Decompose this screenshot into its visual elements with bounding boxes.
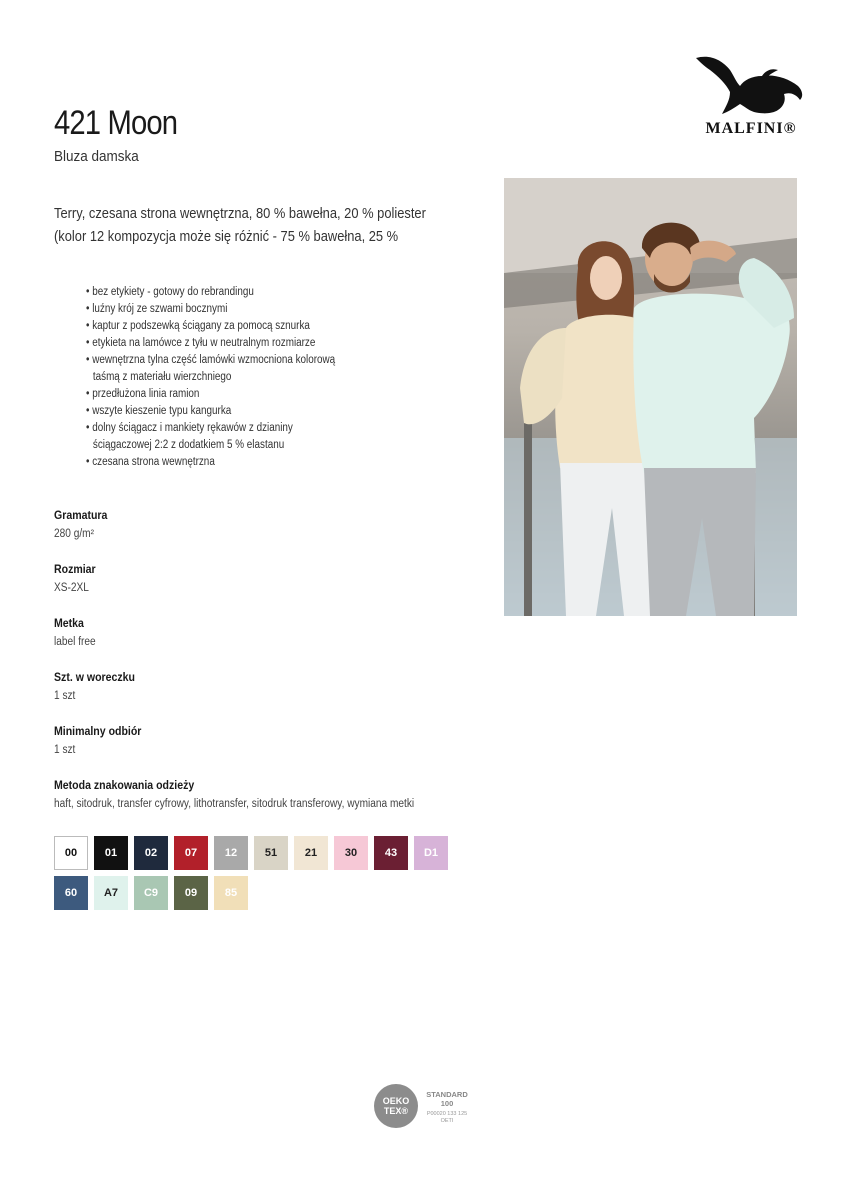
- spec-min-order: [54, 724, 141, 756]
- color-swatch: 00: [54, 836, 88, 870]
- feature-item: • kaptur z podszewką ściągany za pomocą sznurka: [86, 318, 344, 335]
- oeko-standard-number: 100: [440, 1099, 454, 1108]
- spec-size: [54, 562, 96, 594]
- spec-pack: [54, 670, 135, 702]
- spec-label: Szt. w woreczku: [54, 670, 135, 684]
- feature-item: • etykieta na lamówce z tyłu w neutralnym rozmiarze: [86, 335, 344, 352]
- feature-item: • przedłużona linia ramion: [86, 386, 344, 403]
- color-swatch: 30: [334, 836, 368, 870]
- spec-label: Metoda znakowania odzieży: [54, 778, 195, 792]
- spec-weight: [54, 508, 107, 540]
- oeko-tex-logo: [374, 1084, 418, 1128]
- color-swatch: 21: [294, 836, 328, 870]
- spec-label: Metka: [54, 616, 84, 630]
- feature-list: [86, 284, 344, 471]
- color-swatch: 60: [54, 876, 88, 910]
- color-swatch: 43: [374, 836, 408, 870]
- spec-value: 1 szt: [54, 744, 76, 756]
- color-swatch: D1: [414, 836, 448, 870]
- oeko-code-line: P00020 133 125: [426, 1111, 468, 1117]
- description-line: (kolor 12 kompozycja może się różnić - 75 % bawełna, 25 %: [54, 228, 399, 245]
- page-subtitle: Bluza damska: [54, 148, 139, 165]
- feature-item: • wewnętrzna tylna część lamówki wzmocniona kolorową taśmą z materiału wierzchniego: [86, 352, 344, 386]
- feature-item: • dolny ściągacz i mankiety rękawów z dzianiny ściągaczowej 2:2 z dodatkiem 5 % elastanu: [86, 420, 344, 454]
- color-swatch: A7: [94, 876, 128, 910]
- feature-item: • czesana strona wewnętrzna: [86, 454, 344, 471]
- spec-label: Minimalny odbiór: [54, 724, 142, 738]
- oeko-tex-badge: [374, 1084, 484, 1130]
- spec-value: XS-2XL: [54, 582, 89, 594]
- feature-item: • luźny krój ze szwami bocznymi: [86, 301, 344, 318]
- spec-tag: [54, 616, 96, 648]
- feature-item: • bez etykiety - gotowy do rebrandingu: [86, 284, 344, 301]
- eagle-icon: [692, 52, 810, 118]
- color-swatch: 12: [214, 836, 248, 870]
- oeko-code: [422, 1111, 472, 1125]
- spec-label: Rozmiar: [54, 562, 96, 576]
- color-swatch: C9: [134, 876, 168, 910]
- page-title: 421 Moon: [54, 104, 178, 142]
- product-photo: [504, 178, 797, 616]
- color-swatch: 02: [134, 836, 168, 870]
- oeko-standard: [422, 1090, 472, 1108]
- oeko-code-line: OETI: [440, 1118, 454, 1124]
- color-swatch: 09: [174, 876, 208, 910]
- spec-value: haft, sitodruk, transfer cyfrowy, lithotransfer, sitodruk transferowy, wymiana metki: [54, 798, 415, 810]
- color-swatch: 07: [174, 836, 208, 870]
- material-description: [54, 202, 458, 248]
- spec-value: label free: [54, 636, 96, 648]
- color-swatch: 85: [214, 876, 248, 910]
- oeko-line1: OEKO: [382, 1096, 410, 1106]
- spec-label: Gramatura: [54, 508, 108, 522]
- oeko-line2: TEX®: [383, 1106, 409, 1116]
- spec-method: [54, 778, 512, 810]
- description-line: Terry, czesana strona wewnętrzna, 80 % bawełna, 20 % poliester: [54, 205, 426, 222]
- brand-name: MALFINI®: [705, 120, 797, 137]
- oeko-standard-label: STANDARD: [426, 1090, 468, 1099]
- feature-item: • wszyte kieszenie typu kangurka: [86, 403, 344, 420]
- spec-value: 280 g/m²: [54, 528, 94, 540]
- color-swatch: 01: [94, 836, 128, 870]
- spec-value: 1 szt: [54, 690, 76, 702]
- color-swatch: 51: [254, 836, 288, 870]
- brand-logo: [692, 52, 810, 142]
